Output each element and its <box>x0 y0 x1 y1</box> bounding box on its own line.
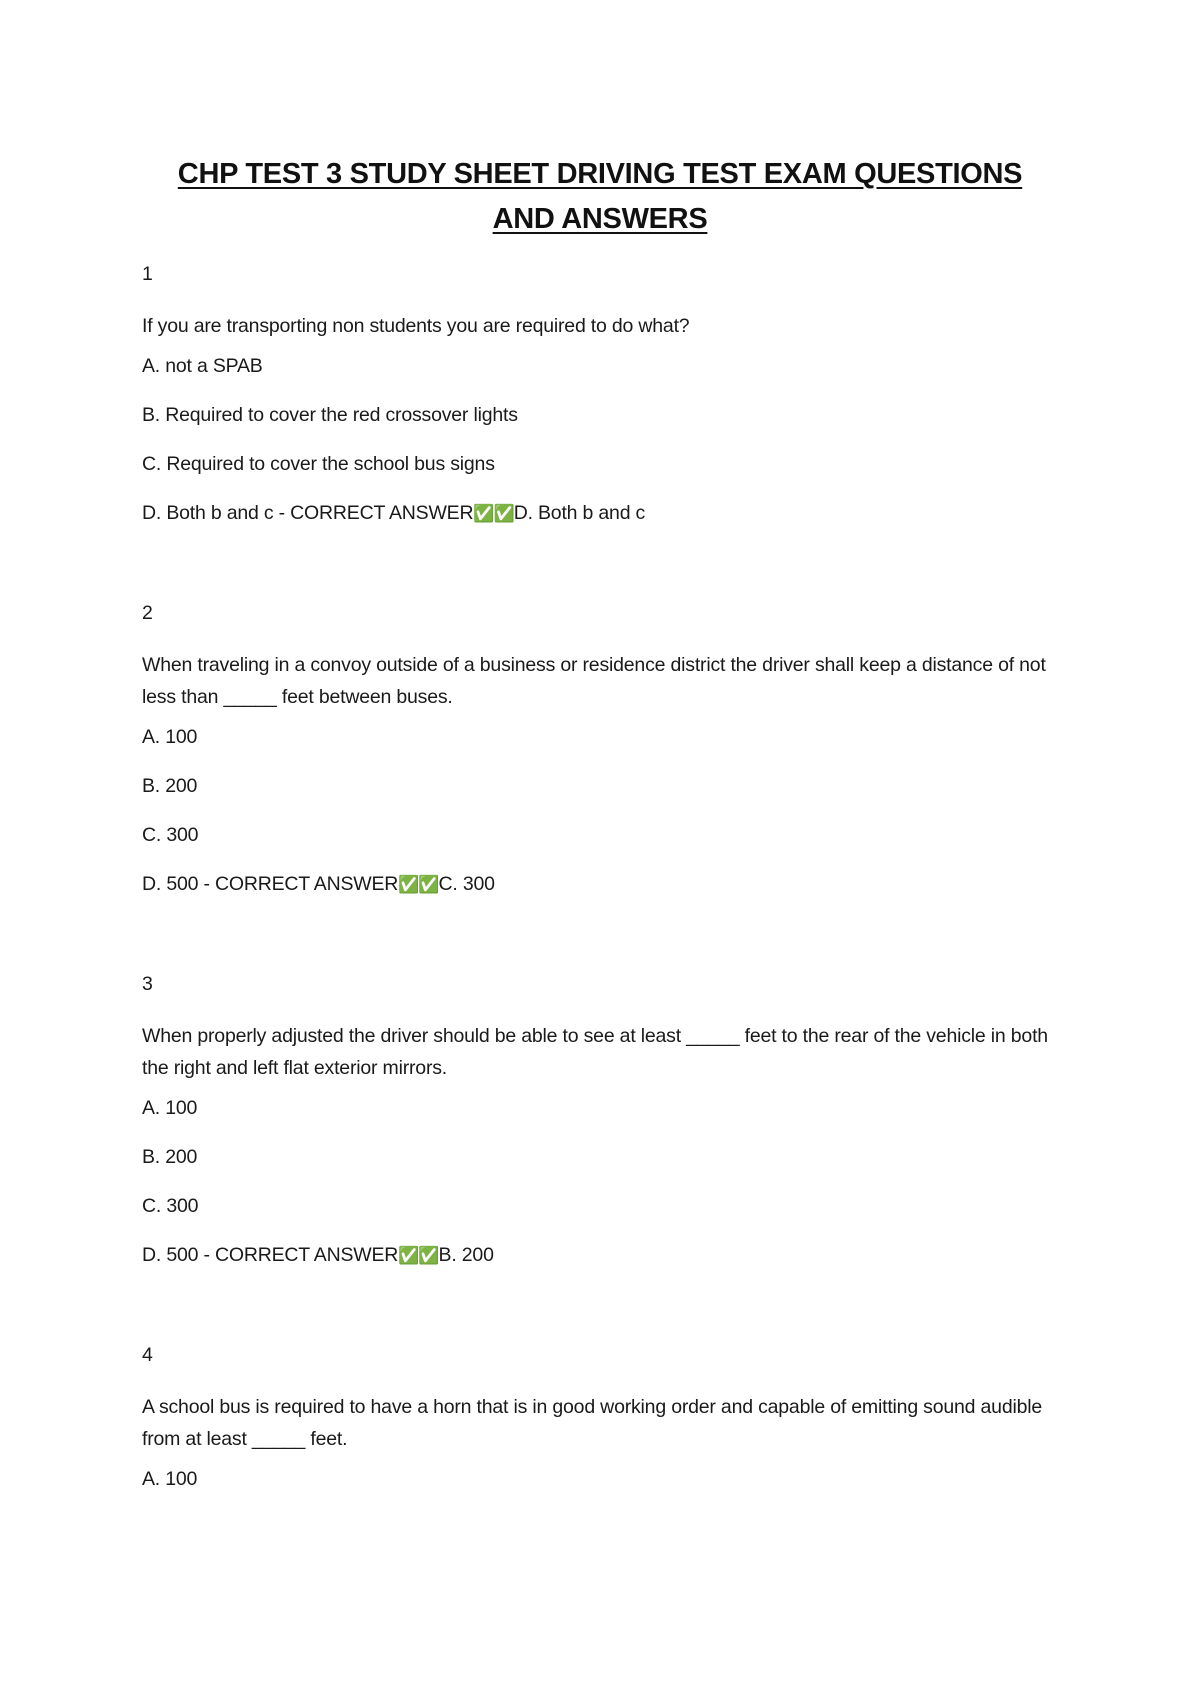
question-text: When traveling in a convoy outside of a business or residence district the driver shall keep a distance of not less than _____ feet between buses. <box>142 654 1046 708</box>
check-mark-icon: ✅✅ <box>473 504 514 524</box>
question-number: 4 <box>142 1344 153 1366</box>
check-mark-icon: ✅✅ <box>398 1246 439 1266</box>
option-a: A. 100 <box>142 726 198 748</box>
question-number: 3 <box>142 973 153 995</box>
option-d-with-answer <box>142 872 1062 896</box>
question-item <box>142 1343 1062 1491</box>
correct-answer: B. 200 <box>438 1244 494 1266</box>
option-b: B. Required to cover the red crossover lights <box>142 404 518 426</box>
check-mark-icon: ✅✅ <box>398 875 439 895</box>
question-number: 2 <box>142 602 153 624</box>
option-a: A. not a SPAB <box>142 355 263 377</box>
option-d-with-answer <box>142 1243 1062 1267</box>
option-d-label: D. 500 - CORRECT ANSWER <box>142 1244 399 1266</box>
question-list <box>142 262 1062 1516</box>
correct-answer: D. Both b and c <box>513 502 646 524</box>
option-c: C. 300 <box>142 824 199 846</box>
option-a: A. 100 <box>142 1097 198 1119</box>
question-number: 1 <box>142 263 153 285</box>
correct-answer: C. 300 <box>438 873 495 895</box>
page-title: CHP TEST 3 STUDY SHEET DRIVING TEST EXAM QUESTIONS AND ANSWERS <box>177 158 1023 235</box>
question-item <box>142 262 1062 525</box>
option-d-label: D. Both b and c - CORRECT ANSWER <box>142 502 474 524</box>
question-text: If you are transporting non students you are required to do what? <box>142 315 690 337</box>
question-text: When properly adjusted the driver should be able to see at least _____ feet to the rear of the vehicle in both the right and left flat exterior mirrors. <box>142 1025 1048 1079</box>
option-b: B. 200 <box>142 775 198 797</box>
option-c: C. Required to cover the school bus signs <box>142 453 495 475</box>
option-a: A. 100 <box>142 1468 198 1490</box>
option-c: C. 300 <box>142 1195 199 1217</box>
question-item <box>142 972 1062 1267</box>
option-d-with-answer <box>142 501 1062 525</box>
question-text: A school bus is required to have a horn that is in good working order and capable of emitting sound audible from at least _____ feet. <box>142 1396 1043 1450</box>
option-d-label: D. 500 - CORRECT ANSWER <box>142 873 399 895</box>
option-b: B. 200 <box>142 1146 198 1168</box>
question-item <box>142 601 1062 896</box>
